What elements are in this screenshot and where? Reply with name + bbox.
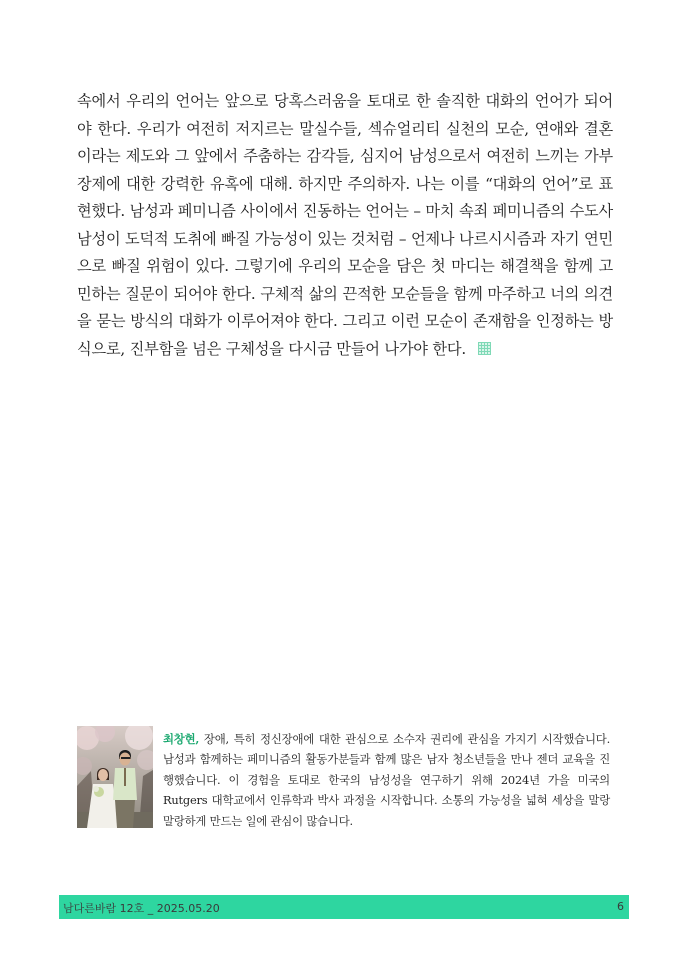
- author-bio-text: 장애, 특히 정신장애에 대한 관심으로 소수자 권리에 관심을 가지기 시작했습니다. 남성과 함께하는 페미니즘의 활동가분들과 함께 많은 남자 청소년들을 만나 젠더 교육을 진행했습니다. 이 경험을 토대로 한국의 남성성을 연구하기 위해 2024년 가을 미국의 Rutgers 대학교에서 인류학과 박사 과정을 시작합니다. 소통의 가능성을 넓혀 세상을 말랑말랑하게 만드는 일에 관심이 많습니다.: [163, 732, 610, 828]
- author-bio: [163, 729, 610, 831]
- author-bio-paragraph: [163, 729, 610, 831]
- author-couple-photo-icon: [77, 726, 153, 828]
- author-photo: [77, 726, 153, 828]
- end-of-article-mark-icon: [478, 342, 491, 355]
- article-body: [77, 88, 613, 363]
- footer-page-number: 6: [617, 900, 624, 913]
- article-paragraph: [77, 88, 613, 363]
- author-name: 최창현,: [163, 732, 200, 746]
- article-text: 속에서 우리의 언어는 앞으로 당혹스러움을 토대로 한 솔직한 대화의 언어가 되어야 한다. 우리가 여전히 저지르는 말실수들, 섹슈얼리티 실천의 모순, 연애와 결혼이라는 제도와 그 앞에서 주춤하는 감각들, 심지어 남성으로서 여전히 느끼는 가부장제에 대한 강력한 유혹에 대해. 하지만 주의하자. 나는 이를 “대화의 언어”로 표현했다. 남성과 페미니즘 사이에서 진동하는 언어는 – 마치 속죄 페미니즘의 수도사 남성이 도덕적 도취에 빠질 가능성이 있는 것처럼 – 언제나 나르시시즘과 자기 연민으로 빠질 위험이 있다. 그렇기에 우리의 모순을 담은 첫 마디는 해결책을 함께 고민하는 질문이 되어야 한다. 구체적 삶의 끈적한 모순들을 함께 마주하고 너의 의견을 묻는 방식의 대화가 이루어져야 한다. 그리고 이런 모순이 존재함을 인정하는 방식으로, 진부함을 넘은 구체성을 다시금 만들어 나가야 한다.: [77, 92, 613, 358]
- footer-issue-label: 남다른바람 12호 _ 2025.05.20: [63, 902, 220, 915]
- footer-bar: [59, 895, 629, 919]
